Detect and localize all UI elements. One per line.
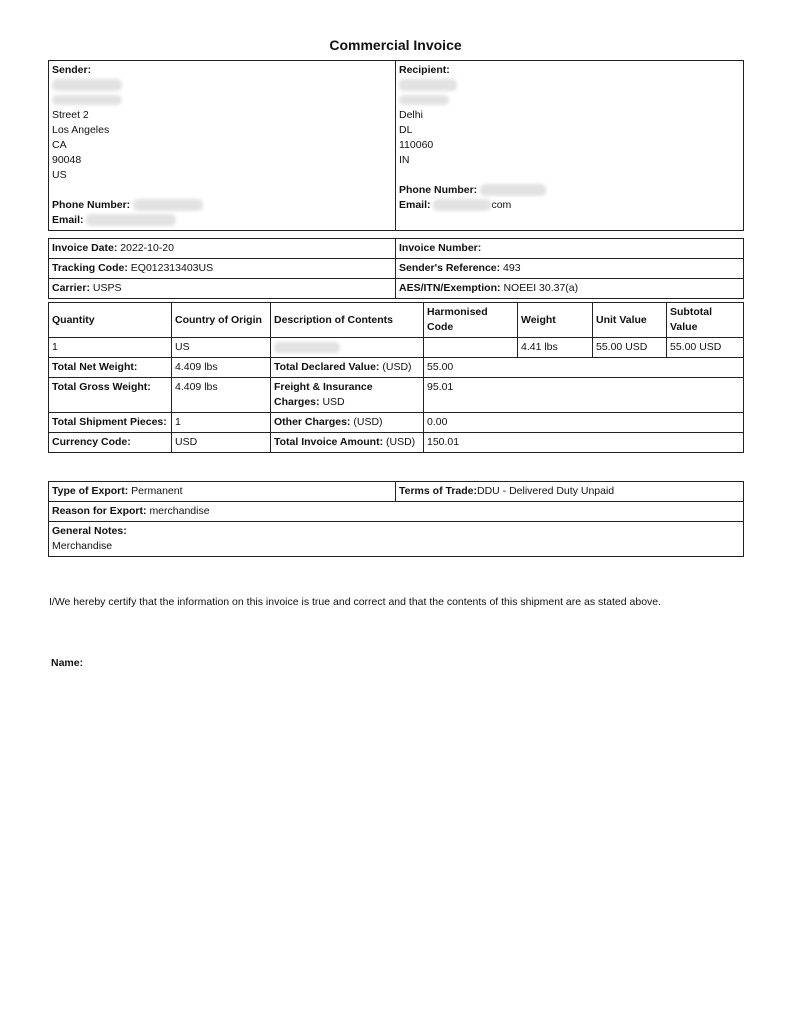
recipient-block — [396, 61, 744, 231]
export-reason: Reason for Export: merchandise — [49, 502, 744, 522]
export-table — [48, 481, 744, 557]
carrier: Carrier: USPS — [49, 279, 396, 299]
name-label: Name: — [51, 657, 84, 669]
header-unit-value: Unit Value — [593, 303, 667, 338]
totals-row-currency: Currency Code: USD Total Invoice Amount: (USD) 150.01 — [49, 433, 744, 453]
declared-label: Total Declared Value: — [274, 361, 380, 373]
sender-reference: Sender's Reference: 493 — [396, 259, 744, 279]
currency-label: Currency Code: — [52, 436, 131, 448]
address-table — [48, 60, 744, 231]
row-origin: US — [172, 338, 271, 358]
header-country-of-origin: Country of Origin — [172, 303, 271, 338]
row-weight: 4.41 lbs — [518, 338, 593, 358]
recipient-zip: 110060 — [399, 139, 434, 151]
other-charges-value: 0.00 — [424, 413, 744, 433]
recipient-country: IN — [399, 154, 410, 166]
row-unit-value: 55.00 USD — [593, 338, 667, 358]
recipient-phone: Phone Number: — [399, 183, 740, 198]
recipient-state: DL — [399, 124, 413, 136]
totals-row-pieces: Total Shipment Pieces: 1 Other Charges: (USD) 0.00 — [49, 413, 744, 433]
header-subtotal-value: Subtotal Value — [667, 303, 744, 338]
pieces-label: Total Shipment Pieces: — [52, 416, 167, 428]
recipient-label: Recipient: — [399, 64, 450, 76]
recipient-email: Email: com — [399, 199, 512, 211]
invoice-total-label: Total Invoice Amount: — [274, 436, 384, 448]
table-row — [49, 338, 744, 358]
freight-label: Freight & Insurance Charges: — [274, 381, 373, 408]
recipient-redacted-name — [399, 78, 740, 93]
aes-exemption: AES/ITN/Exemption: NOEEI 30.37(a) — [396, 279, 744, 299]
header-harmonised-code: Harmonised Code — [424, 303, 518, 338]
items-table — [48, 302, 744, 453]
header-weight: Weight — [518, 303, 593, 338]
freight-value: 95.01 — [424, 378, 744, 413]
recipient-redacted-line — [399, 93, 740, 108]
row-description — [271, 338, 424, 358]
sender-street: Street 2 — [52, 109, 89, 121]
recipient-city: Delhi — [399, 109, 423, 121]
gross-weight-label: Total Gross Weight: — [52, 381, 151, 393]
terms-of-trade: Terms of Trade:DDU - Delivered Duty Unpaid — [396, 482, 744, 502]
items-header-row — [49, 303, 744, 338]
other-charges-label: Other Charges: — [274, 416, 351, 428]
sender-country: US — [52, 169, 67, 181]
export-type: Type of Export: Permanent — [49, 482, 396, 502]
sender-redacted-name — [52, 78, 392, 93]
sender-phone: Phone Number: — [52, 198, 392, 213]
general-notes: General Notes: Merchandise — [49, 522, 744, 557]
totals-row-gross-weight: Total Gross Weight: 4.409 lbs Freight & Insurance Charges: USD 95.01 — [49, 378, 744, 413]
pieces-value: 1 — [172, 413, 271, 433]
tracking-code: Tracking Code: EQ012313403US — [49, 259, 396, 279]
sender-label: Sender: — [52, 64, 92, 76]
sender-block — [49, 61, 396, 231]
invoice-date: Invoice Date: 2022-10-20 — [49, 239, 396, 259]
sender-state: CA — [52, 139, 67, 151]
declared-value: 55.00 — [424, 358, 744, 378]
invoice-info-table — [48, 238, 744, 299]
certification-statement: I/We hereby certify that the information on this invoice is true and correct and that the contents of this shipment are as stated above. — [49, 596, 662, 608]
sender-zip: 90048 — [52, 154, 82, 166]
row-subtotal: 55.00 USD — [667, 338, 744, 358]
header-quantity: Quantity — [49, 303, 172, 338]
row-harmonised-code — [424, 338, 518, 358]
currency-value: USD — [172, 433, 271, 453]
net-weight-value: 4.409 lbs — [172, 358, 271, 378]
sender-email: Email: — [52, 213, 392, 228]
sender-redacted-line — [52, 93, 392, 108]
sender-city: Los Angeles — [52, 124, 110, 136]
net-weight-label: Total Net Weight: — [52, 361, 138, 373]
invoice-total-value: 150.01 — [424, 433, 744, 453]
row-quantity: 1 — [49, 338, 172, 358]
gross-weight-value: 4.409 lbs — [172, 378, 271, 413]
header-description: Description of Contents — [271, 303, 424, 338]
page-title: Commercial Invoice — [329, 37, 462, 53]
invoice-number: Invoice Number: — [396, 239, 744, 259]
totals-row-net-weight: Total Net Weight: 4.409 lbs Total Declared Value: (USD) 55.00 — [49, 358, 744, 378]
